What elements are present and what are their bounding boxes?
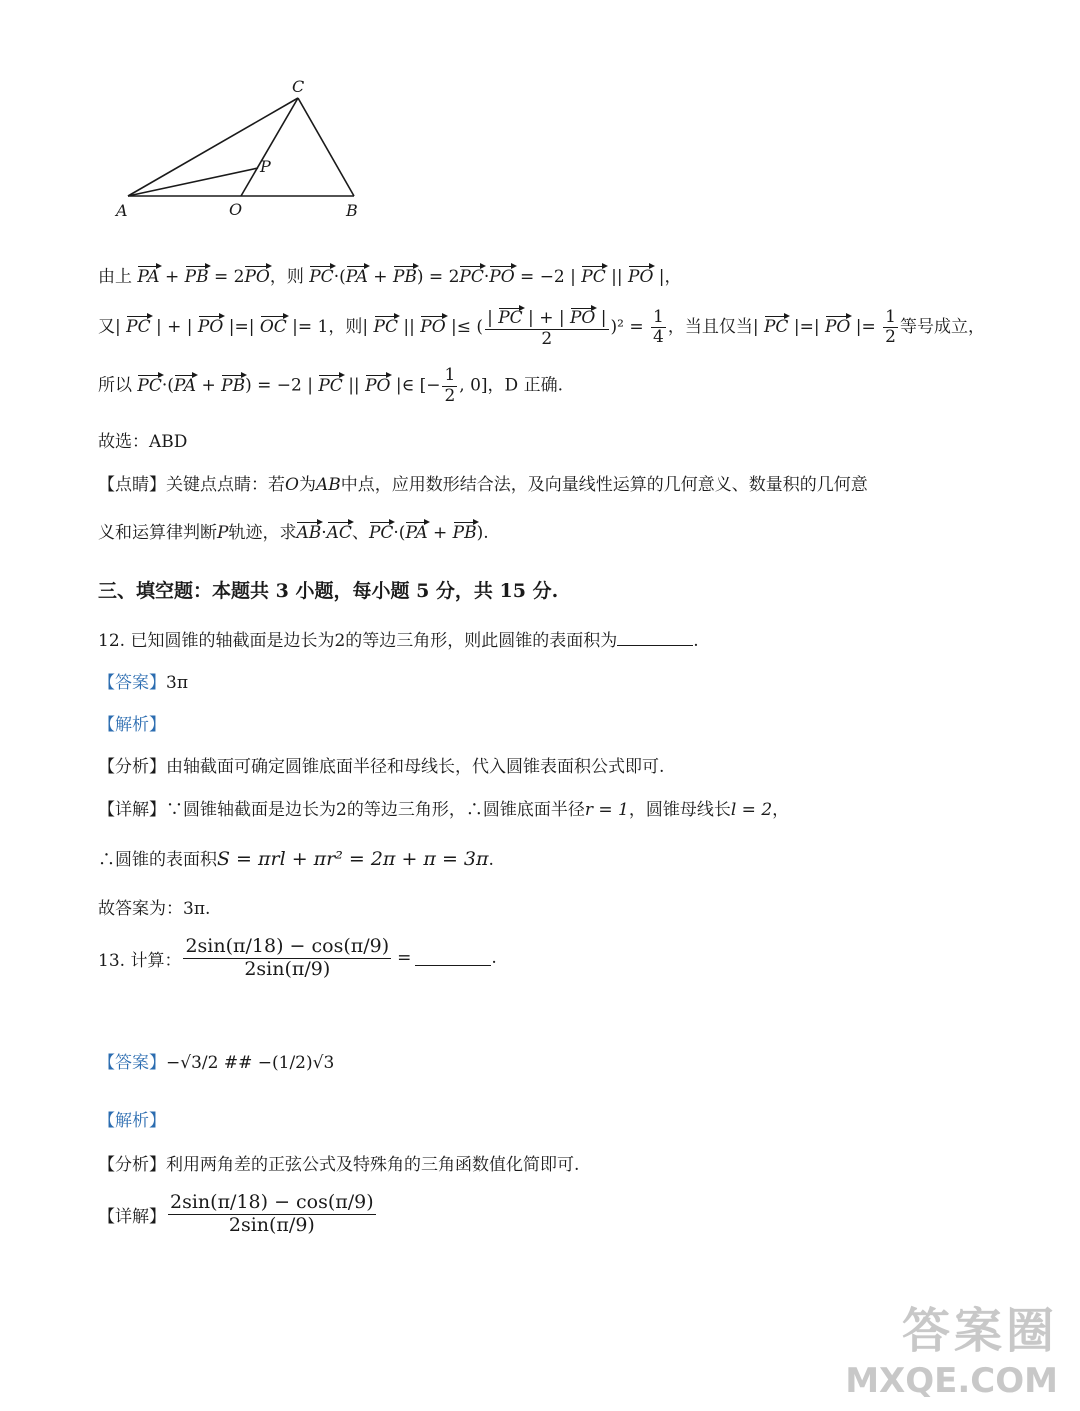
segment-bc (298, 98, 354, 196)
label-o: O (229, 200, 243, 219)
solution-line-1: 由上 PA + PB = 2PO，则 PC·(PA + PB) = 2PC·PO = −2 | PC || PO |， (98, 262, 682, 287)
q13-fenxi: 【分析】利用两角差的正弦公式及特殊角的三角函数值化简即可. (98, 1155, 580, 1175)
triangle-figure (110, 70, 380, 230)
section-title: 三、填空题：本题共 3 小题，每小题 5 分，共 15 分. (98, 580, 559, 602)
segment-oc (241, 98, 298, 196)
q13-analysis-tag: 【解析】 (98, 1111, 166, 1131)
tip-line-1: 【点睛】关键点点睛：若O为AB中点，应用数形结合法，及向量线性运算的几何意义、数量积的几何意 (98, 475, 868, 495)
answer-blank (617, 631, 693, 646)
q13-question: 13. 计算： $\frac{2\sin(\pi/18) - \cos(\pi/9)}{2\sin(\pi/9)}$ = . (98, 935, 497, 980)
q12-fenxi: 【分析】由轴截面可确定圆锥底面半径和母线长，代入圆锥表面积公式即可. (98, 757, 665, 777)
segment-ap (128, 168, 258, 196)
q13-answer: 【答案】−√3/2 ## −(1/2)√3 (98, 1053, 335, 1073)
tip-line-2: 义和运算律判断P轨迹，求AB·AC、PC·(PA + PB). (98, 518, 489, 543)
q13-xiangjie: 【详解】 $\frac{2\sin(\pi/18) - \cos(\pi/9)}{2\sin(\pi/9)}$ (98, 1191, 374, 1236)
solution-line-3: 所以 PC·(PA + PB) = −2 | PC || PO |∈ [− $\frac{1}{2}$ , 0]，D 正确. (98, 365, 563, 406)
solution-line-2: 又| PC | + | PO |=| OC |= 1，则| PC || PO |≤ ( $\frac{| PC | + | PO |}{2}$ )² = $\frac{1}{4}$ ，当且仅当| PC |=| PO |= $\frac{1}{2}$ 等号成立， (98, 306, 985, 349)
q13-detail-fraction: $\frac{2\sin(\pi/18) - \cos(\pi/9)}{2\sin(\pi/9)}$ (170, 1191, 374, 1236)
segment-ac (128, 98, 298, 196)
label-b: B (346, 201, 358, 220)
watermark-logo: 答案圈 MXQE.COM (845, 1303, 1058, 1401)
q12-analysis-tag: 【解析】 (98, 715, 166, 735)
label-a: A (116, 201, 128, 220)
label-c: C (292, 77, 305, 96)
choice-line: 故选：ABD (98, 432, 188, 452)
q12-answer: 【答案】3π (98, 673, 188, 693)
q13-fraction: $\frac{2\sin(\pi/18) - \cos(\pi/9)}{2\sin(\pi/9)}$ (185, 935, 390, 980)
q12-formula: ∴圆锥的表面积S = πrl + πr² = 2π + π = 3π. (98, 848, 494, 870)
label-p: P (260, 157, 271, 176)
q12-xiangjie: 【详解】∵圆锥轴截面是边长为2的等边三角形，∴圆锥底面半径r = 1，圆锥母线长l = 2， (98, 800, 790, 820)
q12-question: 12. 已知圆锥的轴截面是边长为2的等边三角形，则此圆锥的表面积为 . (98, 631, 699, 651)
q12-conclusion: 故答案为：3π. (98, 899, 211, 919)
